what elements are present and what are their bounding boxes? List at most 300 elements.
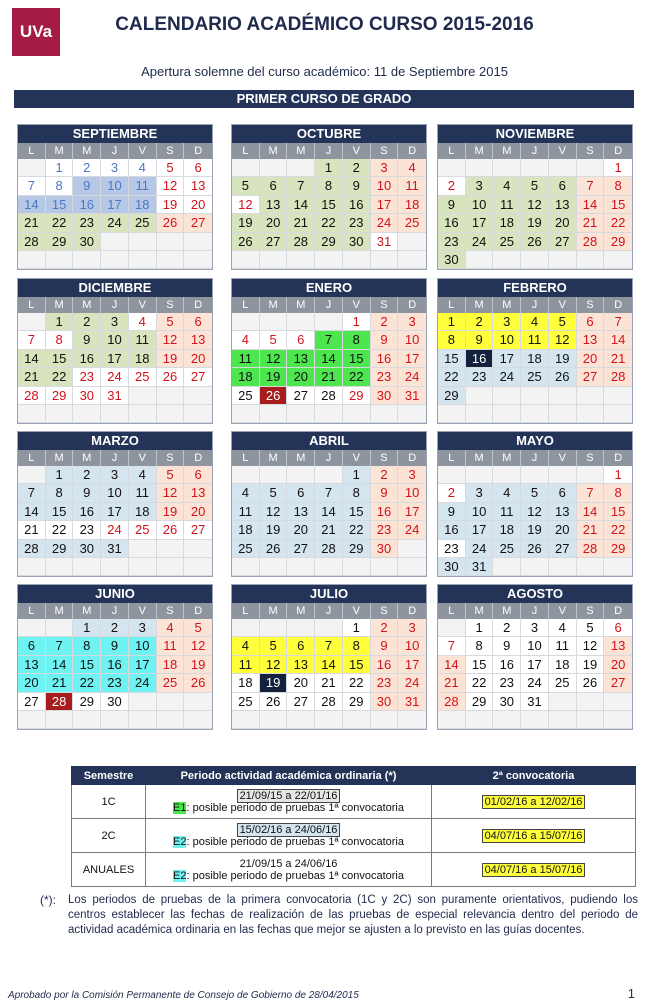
calendar-day: 3 [398,619,426,637]
empty-day [46,711,74,729]
calendar-day: 13 [287,350,315,368]
calendar-day: 6 [577,313,605,331]
calendar-day: 17 [466,214,494,232]
calendar-day: 11 [398,177,426,195]
calendar-day: 5 [521,177,549,195]
weekday-label: S [577,297,605,313]
calendar-day: 24 [398,521,426,539]
calendar-day: 3 [101,466,129,484]
uva-logo: UVa [12,8,60,56]
month-title: FEBRERO [438,279,632,297]
calendar-day: 22 [46,368,74,386]
calendar-day: 8 [343,637,371,655]
calendar-day: 18 [129,503,157,521]
calendar-day: 2 [101,619,129,637]
calendar-day: 17 [371,196,399,214]
calendar-day: 17 [493,350,521,368]
periodo-dates: 21/09/15 a 24/06/16 [239,857,338,870]
week-row [18,214,212,232]
weekday-label: M [466,450,494,466]
empty-day [577,466,605,484]
calendar-day: 29 [46,233,74,251]
calendar-day: 16 [371,656,399,674]
calendar-day: 25 [493,233,521,251]
calendar-day: 30 [371,387,399,405]
calendar-day: 4 [521,313,549,331]
calendar-day: 19 [260,674,288,692]
calendar-day: 7 [438,637,466,655]
calendar-day: 6 [260,177,288,195]
calendar-day: 19 [260,368,288,386]
calendar-day: 21 [315,521,343,539]
calendar-day: 9 [466,331,494,349]
calendar-day: 27 [287,540,315,558]
empty-day [315,313,343,331]
calendar-day: 7 [18,177,46,195]
week-row [232,711,426,729]
calendar-day: 11 [129,177,157,195]
month-agosto [437,584,633,730]
calendar-day: 16 [438,521,466,539]
empty-day [438,405,466,423]
empty-day [438,159,466,177]
calendar-day: 2 [371,619,399,637]
calendar-day: 30 [371,540,399,558]
calendar-day: 3 [371,159,399,177]
calendar-day: 10 [101,177,129,195]
calendar-day: 28 [577,233,605,251]
calendar-day: 3 [521,619,549,637]
calendar-day: 20 [604,656,632,674]
empty-day [438,619,466,637]
calendar-day: 23 [438,233,466,251]
calendar-day: 19 [521,521,549,539]
calendar-day: 31 [371,233,399,251]
calendar-day: 16 [343,196,371,214]
week-row [438,196,632,214]
calendar-day: 14 [18,196,46,214]
empty-day [46,619,74,637]
empty-day [287,558,315,576]
calendar-day: 7 [287,177,315,195]
weekday-label: M [73,450,101,466]
exam-desc: : posible periodo de pruebas 1ª convocatoria [186,869,404,882]
calendar-day: 12 [260,350,288,368]
calendar-day: 10 [398,484,426,502]
weekday-header [18,297,212,313]
calendar-day: 29 [73,693,101,711]
empty-day [129,233,157,251]
calendar-day: 28 [46,693,74,711]
convocatoria-dates: 04/07/16 a 15/07/16 [482,829,586,843]
calendar-day: 1 [73,619,101,637]
calendar-day: 25 [129,214,157,232]
calendar-day: 5 [577,619,605,637]
calendar-day: 21 [577,521,605,539]
empty-day [466,466,494,484]
calendar-day: 30 [438,251,466,269]
weekday-label: M [260,143,288,159]
month-title: MAYO [438,432,632,450]
calendar-day: 14 [315,350,343,368]
week-row [232,466,426,484]
calendar-day: 13 [577,331,605,349]
calendar-day: 2 [73,159,101,177]
weekday-header [438,450,632,466]
empty-day [604,251,632,269]
weekday-label: M [73,603,101,619]
week-row [232,484,426,502]
empty-day [260,466,288,484]
calendar-day: 4 [232,637,260,655]
periodo-dates: 21/09/15 a 22/01/16 [237,789,341,803]
calendar-day: 15 [343,350,371,368]
calendar-day: 21 [438,674,466,692]
calendar-day: 17 [521,656,549,674]
month-title: SEPTIEMBRE [18,125,212,143]
empty-day [287,619,315,637]
empty-day [438,466,466,484]
calendar-day: 13 [549,196,577,214]
calendar-day: 31 [101,387,129,405]
calendar-day: 30 [101,693,129,711]
calendar-day: 8 [604,484,632,502]
week-row [232,251,426,269]
exam-code: E2 [173,869,187,882]
empty-day [260,313,288,331]
calendar-day: 26 [157,214,185,232]
calendar-day: 5 [260,484,288,502]
calendar-day: 12 [157,331,185,349]
calendar-day: 1 [466,619,494,637]
semestre-cell: ANUALES [72,853,146,887]
empty-day [287,251,315,269]
empty-day [18,159,46,177]
calendar-day: 7 [18,484,46,502]
empty-day [577,558,605,576]
calendar-day: 23 [73,368,101,386]
calendar-day: 18 [157,656,185,674]
calendar-day: 27 [184,368,212,386]
calendar-day: 6 [604,619,632,637]
calendar-day: 16 [73,196,101,214]
empty-day [549,558,577,576]
calendar-day: 5 [157,466,185,484]
calendar-day: 24 [466,233,494,251]
calendar-day: 13 [184,484,212,502]
weekday-label: L [438,603,466,619]
calendar-day: 20 [287,674,315,692]
empty-day [315,619,343,637]
weekday-label: V [343,603,371,619]
calendar-day: 21 [315,368,343,386]
weekday-label: M [466,297,494,313]
calendar-day: 14 [315,656,343,674]
calendar-day: 20 [549,214,577,232]
calendar-day: 28 [18,540,46,558]
empty-day [18,405,46,423]
calendar-day: 14 [577,503,605,521]
calendar-day: 25 [129,521,157,539]
calendar-day: 24 [101,521,129,539]
calendar-day: 14 [438,656,466,674]
summary-header-row [72,767,636,785]
empty-day [129,405,157,423]
empty-day [73,711,101,729]
calendar-day: 2 [371,466,399,484]
calendar-day: 20 [18,674,46,692]
week-row [438,558,632,576]
calendar-day: 6 [287,637,315,655]
calendar-day: 15 [73,656,101,674]
week-row [18,540,212,558]
week-row [232,558,426,576]
calendar-day: 4 [398,159,426,177]
weekday-header [232,297,426,313]
calendar-day: 18 [232,674,260,692]
weekday-label: L [438,450,466,466]
calendar-day: 30 [73,540,101,558]
calendar-day: 29 [315,233,343,251]
weekday-header [18,450,212,466]
calendar-day: 25 [549,674,577,692]
calendar-day: 3 [493,313,521,331]
weekday-label: V [343,450,371,466]
calendar-day: 1 [438,313,466,331]
calendar-day: 20 [287,368,315,386]
calendar-day: 1 [343,313,371,331]
calendar-day: 8 [438,331,466,349]
empty-day [398,405,426,423]
weekday-label: L [232,297,260,313]
calendar-day: 26 [260,387,288,405]
weekday-label: M [73,143,101,159]
empty-day [101,711,129,729]
empty-day [157,558,185,576]
periodo-cell [146,785,432,819]
header-convocatoria: 2ª convocatoria [432,767,636,785]
month-title: NOVIEMBRE [438,125,632,143]
calendar-day: 30 [371,693,399,711]
empty-day [260,405,288,423]
empty-day [232,405,260,423]
weekday-label: D [184,297,212,313]
calendar-day: 14 [18,503,46,521]
week-row [438,656,632,674]
week-row [232,331,426,349]
week-row [232,674,426,692]
empty-day [232,466,260,484]
calendar-day: 15 [343,503,371,521]
calendar-day: 25 [232,387,260,405]
calendar-day: 5 [260,637,288,655]
calendar-day: 22 [604,214,632,232]
calendar-day: 5 [184,619,212,637]
empty-day [287,313,315,331]
calendar-day: 9 [73,331,101,349]
weekday-label: M [260,450,288,466]
weekday-label: V [549,450,577,466]
calendar-day: 25 [398,214,426,232]
weekday-label: S [157,143,185,159]
calendar-day: 12 [232,196,260,214]
periodo-cell [146,819,432,853]
calendar-day: 29 [343,540,371,558]
month-junio [17,584,213,730]
week-row [18,521,212,539]
weekday-label: M [46,603,74,619]
weekday-label: M [493,603,521,619]
calendar-day: 11 [549,637,577,655]
calendar-day: 19 [521,214,549,232]
empty-day [549,251,577,269]
calendar-day: 28 [577,540,605,558]
calendar-day: 18 [493,521,521,539]
calendar-day: 9 [73,177,101,195]
calendar-day: 13 [604,637,632,655]
calendar-day: 29 [343,387,371,405]
empty-day [521,251,549,269]
calendar-day: 18 [493,214,521,232]
week-row [18,674,212,692]
calendar-day: 8 [46,331,74,349]
empty-day [493,251,521,269]
weekday-label: S [157,450,185,466]
weekday-label: J [315,297,343,313]
empty-day [157,540,185,558]
calendar-day: 14 [315,503,343,521]
calendar-day: 30 [73,233,101,251]
weekday-label: J [521,143,549,159]
week-row [18,637,212,655]
calendar-day: 3 [466,177,494,195]
weekday-label: J [521,450,549,466]
calendar-day: 2 [438,177,466,195]
calendar-day: 24 [101,214,129,232]
empty-day [73,251,101,269]
calendar-day: 9 [371,331,399,349]
empty-day [343,711,371,729]
calendar-day: 16 [73,503,101,521]
calendar-day: 15 [315,196,343,214]
calendar-day: 15 [466,656,494,674]
weekday-header [438,143,632,159]
calendar-day: 30 [73,387,101,405]
weekday-label: M [73,297,101,313]
calendar-day: 20 [184,350,212,368]
calendar-day: 7 [577,484,605,502]
calendar-day: 17 [398,350,426,368]
week-row [232,350,426,368]
calendar-day: 1 [343,619,371,637]
calendar-day: 24 [398,368,426,386]
weekday-label: D [398,143,426,159]
weekday-header [18,143,212,159]
calendar-day: 25 [129,368,157,386]
calendar-day: 27 [184,521,212,539]
week-row [18,503,212,521]
calendar-day: 13 [184,177,212,195]
calendar-day: 21 [46,674,74,692]
empty-day [184,387,212,405]
calendar-day: 24 [521,674,549,692]
empty-day [343,251,371,269]
week-row [438,331,632,349]
empty-day [577,405,605,423]
calendar-day: 18 [129,350,157,368]
empty-day [101,405,129,423]
empty-day [549,159,577,177]
calendar-day: 14 [46,656,74,674]
empty-day [18,251,46,269]
weekday-label: D [398,450,426,466]
weekday-label: M [466,143,494,159]
calendar-day: 25 [521,368,549,386]
empty-day [18,466,46,484]
week-row [232,159,426,177]
note-marker: (*): [40,893,56,907]
calendar-day: 10 [398,637,426,655]
page-subtitle: Apertura solemne del curso académico: 11 de Septiembre 2015 [141,64,508,79]
calendar-day: 8 [466,637,494,655]
calendar-day: 5 [157,313,185,331]
week-row [438,251,632,269]
empty-day [398,558,426,576]
calendar-day: 3 [398,466,426,484]
empty-day [184,251,212,269]
calendar-day: 7 [315,637,343,655]
weekday-label: M [287,297,315,313]
calendar-day: 4 [157,619,185,637]
weekday-label: J [315,450,343,466]
week-row [438,693,632,711]
calendar-day: 24 [398,674,426,692]
calendar-day: 12 [521,196,549,214]
empty-day [315,405,343,423]
empty-day [604,711,632,729]
header-periodo: Periodo actividad académica ordinaria (*) [146,767,432,785]
calendar-day: 9 [343,177,371,195]
calendar-day: 17 [101,196,129,214]
weekday-label: V [129,297,157,313]
calendar-day: 6 [184,466,212,484]
calendar-day: 16 [371,503,399,521]
week-row [232,521,426,539]
weekday-label: D [398,297,426,313]
empty-day [46,405,74,423]
weekday-label: D [184,603,212,619]
weekday-label: M [466,603,494,619]
calendar-day: 12 [260,656,288,674]
weekday-label: M [260,297,288,313]
week-row [18,331,212,349]
calendar-day: 10 [521,637,549,655]
month-julio [231,584,427,730]
calendar-day: 28 [18,387,46,405]
empty-day [73,405,101,423]
calendar-day: 27 [577,368,605,386]
calendar-day: 4 [232,484,260,502]
calendar-day: 9 [73,484,101,502]
calendar-day: 2 [493,619,521,637]
weekday-label: M [493,297,521,313]
calendar-day: 25 [232,693,260,711]
calendar-day: 5 [232,177,260,195]
calendar-day: 18 [398,196,426,214]
weekday-label: S [157,603,185,619]
calendar-day: 26 [549,368,577,386]
calendar-day: 14 [18,350,46,368]
